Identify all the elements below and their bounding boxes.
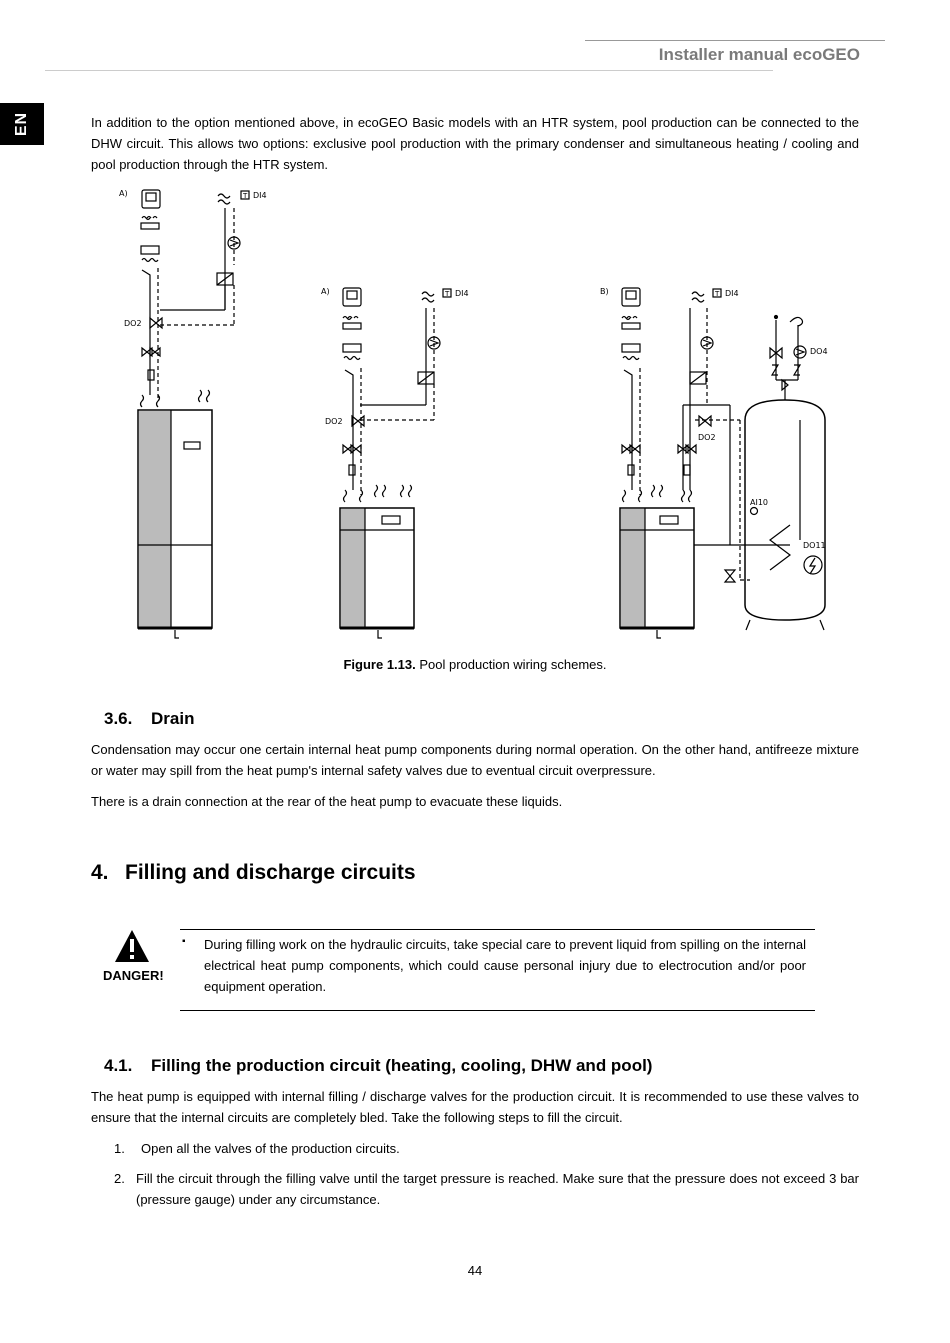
list-item — [114, 1168, 859, 1207]
safety-valve — [725, 570, 735, 582]
figure-caption-text: Pool production wiring schemes. — [415, 657, 607, 672]
section-production-title: Filling the production circuit (heating, cooling, DHW and pool) — [151, 1056, 653, 1075]
drain-paragraph-2: There is a drain connection at the rear of the heat pump to evacuate these liquids. — [91, 794, 563, 809]
label-di4-2: DI4 — [455, 289, 469, 298]
section-drain-title: Drain — [151, 709, 195, 728]
label-di4-3: DI4 — [725, 289, 739, 298]
section-filling-title: Filling and discharge circuits — [125, 861, 416, 884]
header-rule-top — [585, 40, 885, 41]
label-ai10: AI10 — [750, 498, 769, 507]
section-filling-heading — [91, 861, 416, 885]
section-drain-heading — [104, 709, 194, 729]
header-rule-bottom — [45, 70, 773, 71]
danger-label: DANGER! — [103, 968, 164, 983]
label-do2-1: DO2 — [124, 319, 142, 328]
label-do4: DO4 — [810, 347, 828, 356]
label-do2-3: DO2 — [698, 433, 716, 442]
electric-heater-icon — [804, 556, 822, 574]
figure-caption — [0, 657, 950, 672]
radiant-floor-icon — [142, 217, 157, 220]
svg-text:T: T — [715, 290, 720, 298]
header-title: Installer manual ecoGEO — [658, 45, 860, 64]
production-paragraph: The heat pump is equipped with internal filling / discharge valves for the production circuit. It is recommended to use these valves to ensure that the internal circuits are completely bled. Take the following steps to fill the circuit. — [91, 1089, 859, 1125]
danger-bullet-icon: ▪ — [182, 936, 186, 947]
section-production-heading — [104, 1056, 652, 1076]
list-item-number: 1. — [114, 1141, 125, 1156]
wiring-diagram — [100, 180, 860, 650]
shower-icon — [790, 317, 803, 326]
svg-text:T: T — [243, 192, 248, 200]
list-item-text: Open all the valves of the production circuits. — [141, 1141, 400, 1156]
list-item — [114, 1138, 400, 1159]
list-item-number: 2. — [114, 1171, 125, 1186]
intro-paragraph: In addition to the option mentioned above, in ecoGEO Basic models with an HTR system, pool production can be connected to the DHW circuit. This allows two options: exclusive pool production with the primary condenser and simultaneous heating / cooling and pool production through the HTR system. — [91, 115, 859, 172]
danger-text: During filling work on the hydraulic circuits, take special care to prevent liquid from spilling on the internal electrical heat pump components, which could cause personal injury due to electrocution and/or poor equipment operation. — [204, 937, 806, 994]
page-number: 44 — [467, 1263, 483, 1278]
label-di4-1: DI4 — [253, 191, 267, 200]
svg-text:T: T — [445, 290, 450, 298]
warning-triangle-icon — [114, 929, 150, 963]
pool-icon — [218, 194, 230, 204]
label-do11: DO11 — [803, 541, 826, 550]
label-do2-2: DO2 — [325, 417, 343, 426]
scheme-b-dhw — [600, 287, 828, 638]
section-drain-number: 3.6. — [104, 709, 133, 728]
scheme-a-short — [321, 287, 469, 638]
dhw-coil — [770, 525, 790, 570]
drain-paragraph-1: Condensation may occur one certain internal heat pump components during normal operation. On the other hand, antifreeze mixture or water may spill from the heat pump's internal safety valves due to eventual circuit overpressure. — [91, 742, 859, 778]
scheme-a-tall — [119, 189, 267, 638]
label-a1: A) — [119, 189, 128, 198]
list-item-text: Fill the circuit through the filling valve until the target pressure is reached. Make sure that the pressure does not exceed 3 bar (pressure gauge) under any circumstance. — [136, 1171, 859, 1207]
three-way-valve-do2 — [150, 318, 162, 328]
section-filling-number: 4. — [91, 861, 109, 884]
label-b: B) — [600, 287, 609, 296]
figure-caption-label: Figure 1.13. — [343, 657, 416, 672]
label-a2: A) — [321, 287, 330, 296]
fancoil-icon — [141, 246, 159, 254]
tank-temp-probe — [751, 508, 758, 515]
pool-wiring-figure — [100, 180, 860, 650]
language-tab-label: EN — [12, 111, 30, 137]
language-tab — [0, 103, 44, 145]
section-production-number: 4.1. — [104, 1056, 133, 1075]
